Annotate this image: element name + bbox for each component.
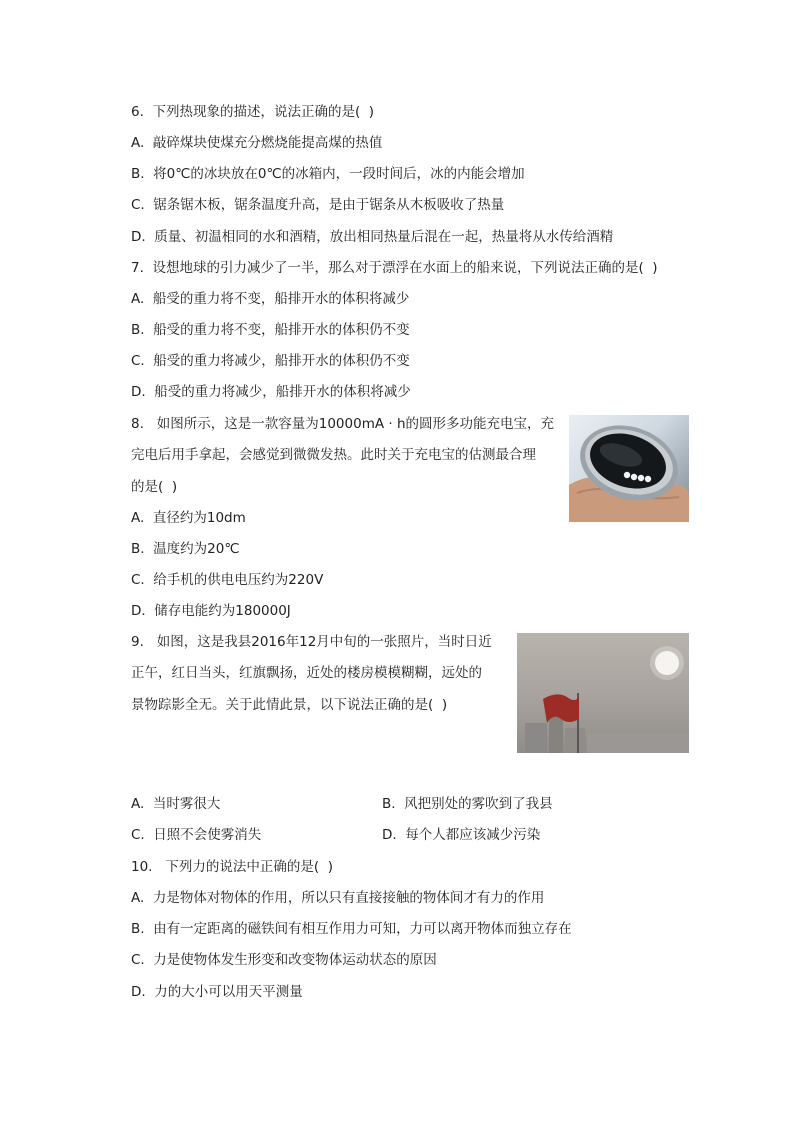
q9-stem-line-2: 正午，红日当头，红旗飘扬，近处的楼房模模糊糊，远处的 <box>131 665 482 681</box>
q6-option-b: B. 将0℃的冰块放在0℃的冰箱内，一段时间后，冰的内能会增加 <box>131 166 525 182</box>
q8-option-d: D. 储存电能约为180000J <box>131 603 291 619</box>
q6-option-a: A. 敲碎煤块使煤充分燃烧能提高煤的热值 <box>131 135 383 151</box>
q10-stem: 10. 下列力的说法中正确的是( ) <box>131 859 333 875</box>
q7-option-d: D. 船受的重力将减少，船排开水的体积将减少 <box>131 384 411 400</box>
hazy-scene-illustration <box>517 633 689 753</box>
q8-option-a: A. 直径约为10dm <box>131 510 246 526</box>
q10-option-a: A. 力是物体对物体的作用，所以只有直接接触的物体间才有力的作用 <box>131 890 545 906</box>
q7-option-a: A. 船受的重力将不变，船排开水的体积将减少 <box>131 291 410 307</box>
q6-stem: 6. 下列热现象的描述，说法正确的是( ) <box>131 104 375 120</box>
q7-option-b: B. 船受的重力将不变，船排开水的体积仍不变 <box>131 322 410 338</box>
q8-stem-line-2: 完电后用手拿起，会感觉到微微发热。此时关于充电宝的估测最合理 <box>131 447 536 463</box>
q9-stem-line-1: 9. 如图，这是我县2016年12月中旬的一张照片，当时日近 <box>131 634 492 650</box>
q8-stem-line-1: 8. 如图所示，这是一款容量为10000mA · h的圆形多功能充电宝，充 <box>131 416 555 432</box>
q6-option-c: C. 锯条锯木板，锯条温度升高，是由于锯条从木板吸收了热量 <box>131 197 505 213</box>
q10-option-b: B. 由有一定距离的磁铁间有相互作用力可知，力可以离开物体而独立存在 <box>131 921 572 937</box>
q9-stem-line-3: 景物踪影全无。关于此情此景，以下说法正确的是( ) <box>131 697 448 713</box>
q7-option-c: C. 船受的重力将减少，船排开水的体积仍不变 <box>131 353 410 369</box>
q9-option-b: B. 风把别处的雾吹到了我县 <box>382 796 553 812</box>
power-bank-illustration <box>569 415 689 522</box>
q9-option-a: A. 当时雾很大 <box>131 796 221 812</box>
q8-option-c: C. 给手机的供电电压约为220V <box>131 572 324 588</box>
q9-option-c: C. 日照不会使雾消失 <box>131 827 262 843</box>
q6-option-d: D. 质量、初温相同的水和酒精，放出相同热量后混在一起，热量将从水传给酒精 <box>131 229 614 245</box>
q8-option-b: B. 温度约为20℃ <box>131 541 240 557</box>
hazy-flag-photo <box>517 633 689 753</box>
q9-option-d: D. 每个人都应该减少污染 <box>382 827 541 843</box>
q10-option-c: C. 力是使物体发生形变和改变物体运动状态的原因 <box>131 952 437 968</box>
q7-stem: 7. 设想地球的引力减少了一半，那么对于漂浮在水面上的船来说，下列说法正确的是( ) <box>131 260 658 276</box>
q10-option-d: D. 力的大小可以用天平测量 <box>131 984 303 1000</box>
q8-stem-line-3: 的是( ) <box>131 479 178 495</box>
power-bank-photo <box>569 415 689 522</box>
